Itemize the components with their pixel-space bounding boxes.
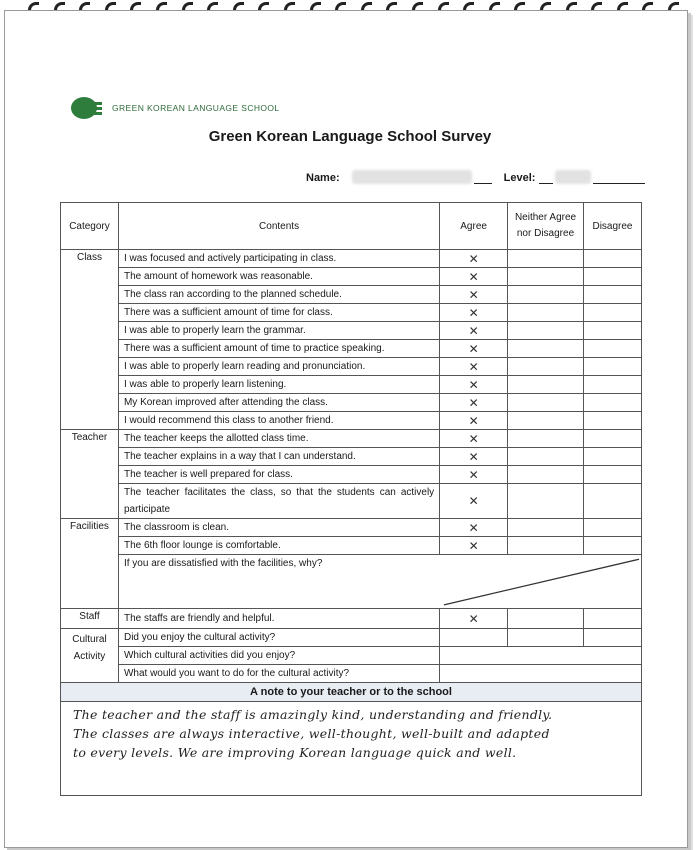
question: I was able to properly learn reading and pronunciation. (118, 358, 439, 376)
table-row (61, 304, 642, 322)
table-row (61, 466, 642, 484)
question: The class ran according to the planned schedule. (118, 286, 439, 304)
question: If you are dissatisfied with the facilities, why? (123, 558, 323, 569)
question: Which cultural activities did you enjoy? (118, 647, 439, 665)
table-row (61, 376, 642, 394)
check-mark-icon: ✕ (468, 323, 479, 338)
facilities-comment-cell (118, 555, 641, 609)
table-row (61, 268, 642, 286)
name-redacted (352, 170, 472, 184)
check-mark-icon: ✕ (468, 341, 479, 356)
table-row (61, 537, 642, 555)
table-row (61, 647, 642, 665)
question: I would recommend this class to another friend. (118, 412, 439, 430)
table-row (61, 250, 642, 268)
question: The amount of homework was reasonable. (118, 268, 439, 286)
question: I was able to properly learn listening. (118, 376, 439, 394)
table-row (61, 340, 642, 358)
header-neutral: Neither Agree nor Disagree (508, 203, 584, 250)
category-staff: Staff (61, 609, 119, 629)
table-row (61, 665, 642, 683)
header-category: Category (61, 203, 119, 250)
table-row (61, 430, 642, 448)
check-mark-icon: ✕ (468, 305, 479, 320)
category-cultural: Cultural Activity (61, 629, 119, 683)
table-row (61, 322, 642, 340)
question: There was a sufficient amount of time to practice speaking. (118, 340, 439, 358)
check-mark-icon: ✕ (468, 269, 479, 284)
table-row (61, 519, 642, 537)
table-row (61, 286, 642, 304)
question: The teacher is well prepared for class. (118, 466, 439, 484)
name-underline (474, 171, 492, 184)
level-underline (593, 171, 645, 184)
table-row (61, 448, 642, 466)
question: The teacher facilitates the class, so that the students can actively participate (118, 484, 439, 519)
table-row (61, 629, 642, 647)
question: There was a sufficient amount of time for class. (118, 304, 439, 322)
question: The 6th floor lounge is comfortable. (118, 537, 439, 555)
handwritten-note (61, 702, 642, 796)
check-mark-icon: ✕ (468, 287, 479, 302)
table-row (61, 609, 642, 629)
check-mark-icon: ✕ (468, 431, 479, 446)
question: I was focused and actively participating in class. (118, 250, 439, 268)
strike-line-icon (119, 555, 641, 608)
question: The teacher keeps the allotted class time. (118, 430, 439, 448)
check-mark-icon: ✕ (468, 520, 479, 535)
question: What would you want to do for the cultural activity? (118, 665, 439, 683)
header-agree: Agree (440, 203, 508, 250)
check-mark-icon: ✕ (468, 413, 479, 428)
category-class: Class (61, 250, 119, 430)
survey-table (60, 202, 642, 796)
school-logo (70, 96, 280, 120)
name-label: Name: (306, 172, 340, 184)
page-title: Green Korean Language School Survey (208, 128, 492, 145)
note-heading: A note to your teacher or to the school (61, 683, 642, 702)
category-teacher: Teacher (61, 430, 119, 519)
question: I was able to properly learn the grammar. (118, 322, 439, 340)
check-mark-icon: ✕ (468, 611, 479, 626)
check-mark-icon: ✕ (468, 359, 479, 374)
logo-text: GREEN KOREAN LANGUAGE SCHOOL (112, 103, 280, 113)
table-row (61, 394, 642, 412)
check-mark-icon: ✕ (468, 251, 479, 266)
check-mark-icon: ✕ (468, 377, 479, 392)
note-line: The classes are always interactive, well-thought, well-built and adapted (73, 726, 550, 741)
header-disagree: Disagree (583, 203, 641, 250)
check-mark-icon: ✕ (468, 449, 479, 464)
school-logo-icon (70, 96, 104, 120)
check-mark-icon: ✕ (468, 494, 479, 508)
table-row (61, 555, 642, 609)
name-level-line (306, 170, 645, 184)
check-mark-icon: ✕ (468, 467, 479, 482)
check-mark-icon: ✕ (468, 538, 479, 553)
table-row (61, 412, 642, 430)
question: The teacher explains in a way that I can understand. (118, 448, 439, 466)
category-facilities: Facilities (61, 519, 119, 609)
question: Did you enjoy the cultural activity? (118, 629, 439, 647)
question: My Korean improved after attending the class. (118, 394, 439, 412)
question: The classroom is clean. (118, 519, 439, 537)
table-row (61, 484, 642, 519)
note-line: to every levels. We are improving Korean language quick and well. (73, 745, 517, 760)
level-label: Level: (503, 172, 536, 184)
note-line: The teacher and the staff is amazingly kind, understanding and friendly. (73, 707, 553, 722)
table-row (61, 358, 642, 376)
question: The staffs are friendly and helpful. (118, 609, 439, 629)
header-contents: Contents (118, 203, 439, 250)
level-redacted (555, 170, 591, 184)
check-mark-icon: ✕ (468, 395, 479, 410)
